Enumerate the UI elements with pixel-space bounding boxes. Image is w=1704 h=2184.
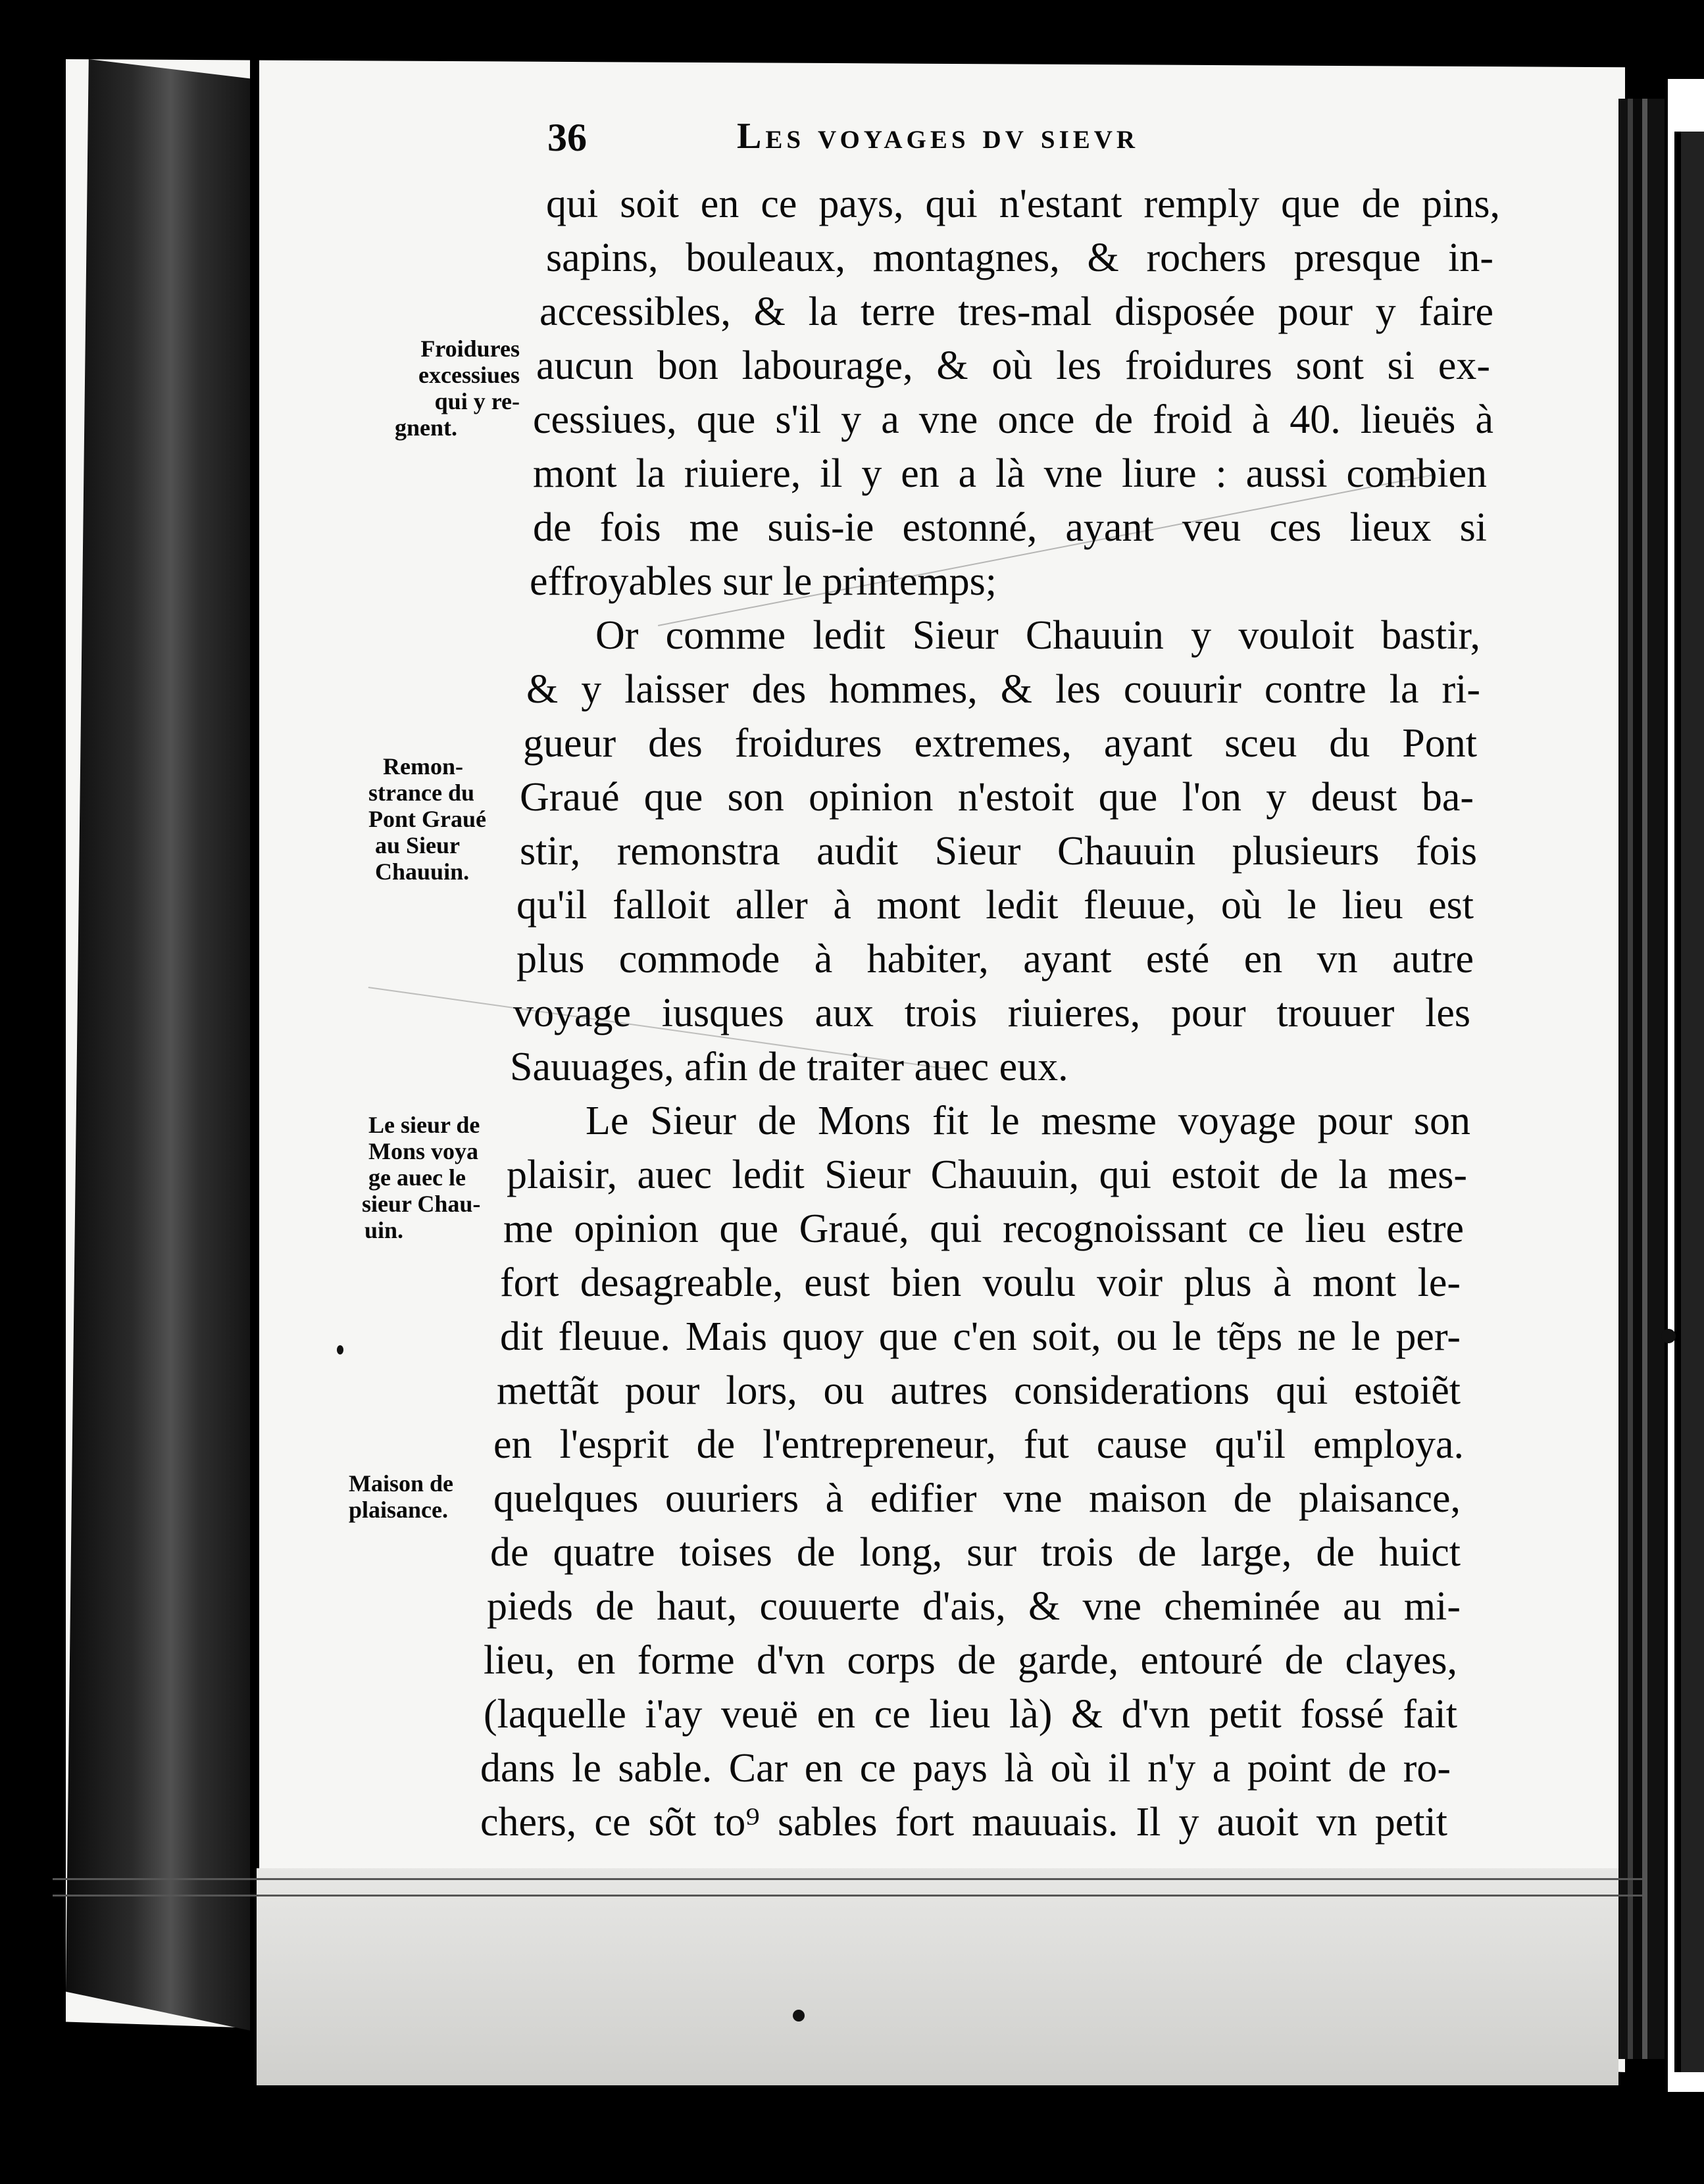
- margin-note-maison: [349, 1470, 480, 1523]
- text-line: accessibles, & la terre tres-mal disposée pour y faire: [539, 289, 1493, 334]
- text-line: Graué que son opinion n'estoit que l'on y deust ba-: [520, 775, 1474, 820]
- text-line: mont la riuiere, il y en a là vne liure : aussi combien: [533, 451, 1487, 496]
- text-line: plus commode à habiter, ayant esté en vn autre: [516, 937, 1474, 981]
- text-line: (laquelle i'ay veuë en ce lieu là) & d'vn petit fossé fait: [484, 1692, 1457, 1737]
- margin-note-line: ge auec le: [368, 1164, 466, 1191]
- page-bottom-area: [257, 1868, 1618, 2085]
- margin-note-line: Remon-: [383, 753, 463, 780]
- gutter-edge: [250, 53, 259, 2085]
- text-line: qui soit en ce pays, qui n'estant remply que de pins,: [546, 182, 1500, 226]
- ink-speck: [337, 1345, 343, 1354]
- text-line: Le Sieur de Mons fit le mesme voyage pour son: [586, 1099, 1470, 1143]
- margin-note-line: qui y re-: [434, 388, 520, 414]
- margin-note-froidures: [382, 335, 520, 441]
- running-title: Les voyages dv sievr: [737, 116, 1140, 157]
- margin-note-line: Le sieur de: [368, 1112, 480, 1138]
- text-line: plaisir, auec ledit Sieur Chauuin, qui estoit de la mes-: [507, 1153, 1467, 1197]
- margin-note-line: sieur Chau-: [362, 1191, 481, 1217]
- margin-note-line: plaisance.: [349, 1497, 449, 1523]
- margin-note-line: Chauuin.: [375, 858, 470, 885]
- text-line: Sauuages, afin de traiter auec eux.: [510, 1045, 1068, 1089]
- ink-speck: [793, 2010, 805, 2022]
- text-line: dans le sable. Car en ce pays là où il n'y a point de ro-: [480, 1746, 1451, 1791]
- page-edges-right: [1618, 99, 1665, 2059]
- margin-note-remonstrance: [368, 753, 513, 885]
- text-line: lieu, en forme d'vn corps de garde, entouré de clayes,: [484, 1638, 1457, 1683]
- margin-note-line: Mons voya: [368, 1138, 479, 1164]
- text-line: & y laisser des hommes, & les couurir contre la ri-: [526, 667, 1480, 712]
- text-line: mettãt pour lors, ou autres considerations qui estoiẽt: [497, 1368, 1461, 1413]
- text-line: fort desagreable, eust bien voulu voir plus à mont le-: [500, 1260, 1461, 1305]
- text-line: de quatre toises de long, sur trois de large, de huict: [490, 1530, 1461, 1575]
- margin-note-sieur-de-mons: [355, 1112, 500, 1243]
- text-line: pieds de haut, couuerte d'ais, & vne cheminée au mi-: [487, 1584, 1461, 1629]
- text-line: dit fleuue. Mais quoy que c'en soit, ou le tẽps ne le per-: [500, 1314, 1461, 1359]
- margin-note-line: Froidures: [420, 335, 520, 362]
- margin-note-line: gnent.: [395, 414, 458, 441]
- text-line: aucun bon labourage, & où les froidures sont si ex-: [536, 343, 1490, 388]
- margin-note-line: Maison de: [349, 1470, 454, 1497]
- text-line: effroyables sur le printemps;: [530, 559, 997, 604]
- text-line: chers, ce sõt to⁹ sables fort mauuais. Il y auoit vn petit: [480, 1800, 1447, 1845]
- film-border-right-inner: [1674, 132, 1704, 2072]
- text-line: Or comme ledit Sieur Chauuin y vouloit bastir,: [595, 613, 1480, 658]
- text-line: sapins, bouleaux, montagnes, & rochers presque in-: [546, 236, 1493, 280]
- text-line: qu'il falloit aller à mont ledit fleuue, où le lieu est: [516, 883, 1474, 928]
- margin-note-line: au Sieur: [375, 832, 461, 858]
- text-line: voyage iusques aux trois riuieres, pour trouuer les: [513, 991, 1470, 1035]
- bottom-rule: [53, 1878, 1645, 1880]
- text-line: quelques ouuriers à edifier vne maison de plaisance,: [493, 1476, 1461, 1521]
- bottom-rule: [53, 1895, 1645, 1897]
- text-line: cessiues, que s'il y a vne once de froid à 40. lieuës à: [533, 397, 1493, 442]
- margin-note-line: uin.: [364, 1217, 404, 1243]
- book-gutter: [66, 59, 257, 2072]
- margin-note-line: excessiues: [418, 362, 520, 388]
- text-line: en l'esprit de l'entrepreneur, fut cause qu'il employa.: [493, 1422, 1464, 1467]
- ink-speck: [1661, 1329, 1676, 1343]
- text-line: gueur des froidures extremes, ayant sceu du Pont: [523, 721, 1477, 766]
- text-line: de fois me suis-ie estonné, ayant veu ces lieux si: [533, 505, 1487, 550]
- margin-note-line: strance du: [368, 780, 474, 806]
- page-number: 36: [547, 116, 587, 159]
- margin-note-line: Pont Graué: [368, 806, 486, 832]
- text-line: me opinion que Graué, qui recognoissant ce lieu estre: [503, 1206, 1464, 1251]
- text-line: stir, remonstra audit Sieur Chauuin plusieurs fois: [520, 829, 1477, 874]
